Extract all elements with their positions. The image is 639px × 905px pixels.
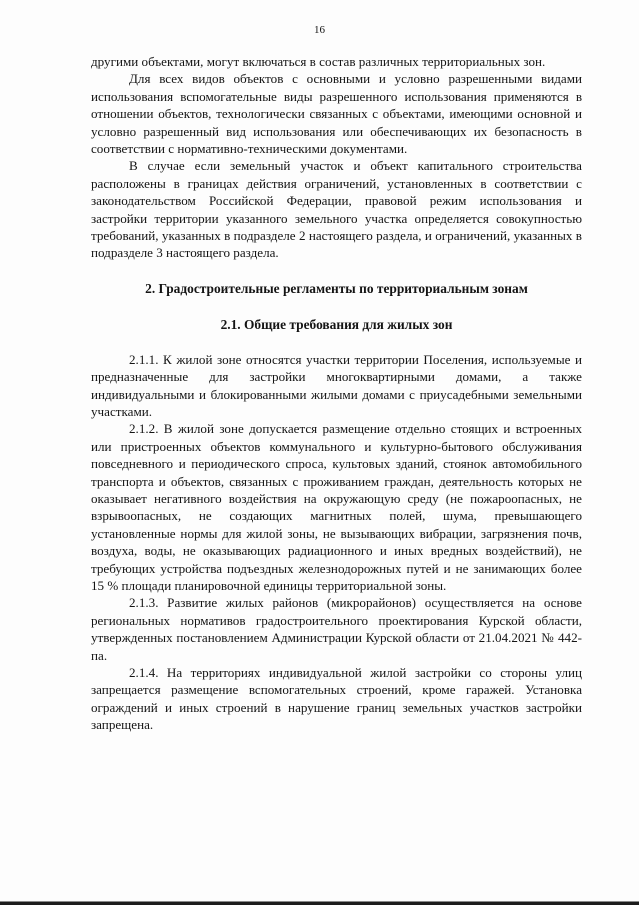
- subsection-heading: 2.1. Общие требования для жилых зон: [220, 317, 453, 333]
- clause-2-1-2: 2.1.2. В жилой зоне допускается размещение отдельно стоящих и встроенных или пристроенных объектов коммунального и культурно-бытового обслуживания повседневного и периодического спроса, культовых зданий, стоянок автомобильного транспорта и объектов, связанных с проживанием граждан, деятельность которых не оказывает негативного воздействия на окружающую среду (не пожароопасных, не взрывоопасных, не создающих магнитных полей, шума, превышающего установленные нормы для жилой зоны, не вызывающих вибрации, загрязнения почв, воздуха, воды, не оказывающих радиационного и иных вредных воздействий), не требующих устройства подъездных железнодорожных путей и не занимающих более 15 % площади планировочной единицы территориальной зоны.: [91, 421, 582, 593]
- clause-2-1-1: 2.1.1. К жилой зоне относятся участки территории Поселения, используемые и предназначенные для застройки многоквартирными домами, а также индивидуальными и блокированными жилыми домами с приусадебными земельными участками.: [91, 351, 582, 419]
- page-number: 16: [314, 24, 325, 36]
- paragraph-continuation: другими объектами, могут включаться в состав различных территориальных зон.: [91, 54, 546, 69]
- section-heading: 2. Градостроительные регламенты по территориальным зонам: [145, 280, 528, 296]
- paragraph-restrictions: В случае если земельный участок и объект капитального строительства расположены в границах действия ограничений, установленных в соответствии с законодательством Российской Федерации, правовой режим использования и застройки территории указанного земельного участка определяется совокупностью требований, указанных в подразделе 2 настоящего раздела, и ограничений, указанных в подразделе 3 настоящего раздела.: [91, 158, 582, 261]
- clause-2-1-3: 2.1.3. Развитие жилых районов (микрорайонов) осуществляется на основе региональных нормативов градостроительного проектирования Курской области, утвержденных постановлением Администрации Курской области от 21.04.2021 № 442-па.: [91, 595, 582, 663]
- clause-2-1-4: 2.1.4. На территориях индивидуальной жилой застройки со стороны улиц запрещается размещение вспомогательных строений, кроме гаражей. Установка ограждений и иных строений в нарушение границ земельных участков застройки запрещена.: [91, 665, 582, 733]
- document-body: [91, 53, 582, 734]
- paragraph-auxiliary-use: Для всех видов объектов с основными и условно разрешенными видами использования вспомогательные виды разрешенного использования применяются в отношении объектов, технологически связанных с объектами, имеющими основной и условно разрешенный вид использования или обеспечивающих их безопасность в соответствии с нормативно-техническими документами.: [91, 71, 582, 157]
